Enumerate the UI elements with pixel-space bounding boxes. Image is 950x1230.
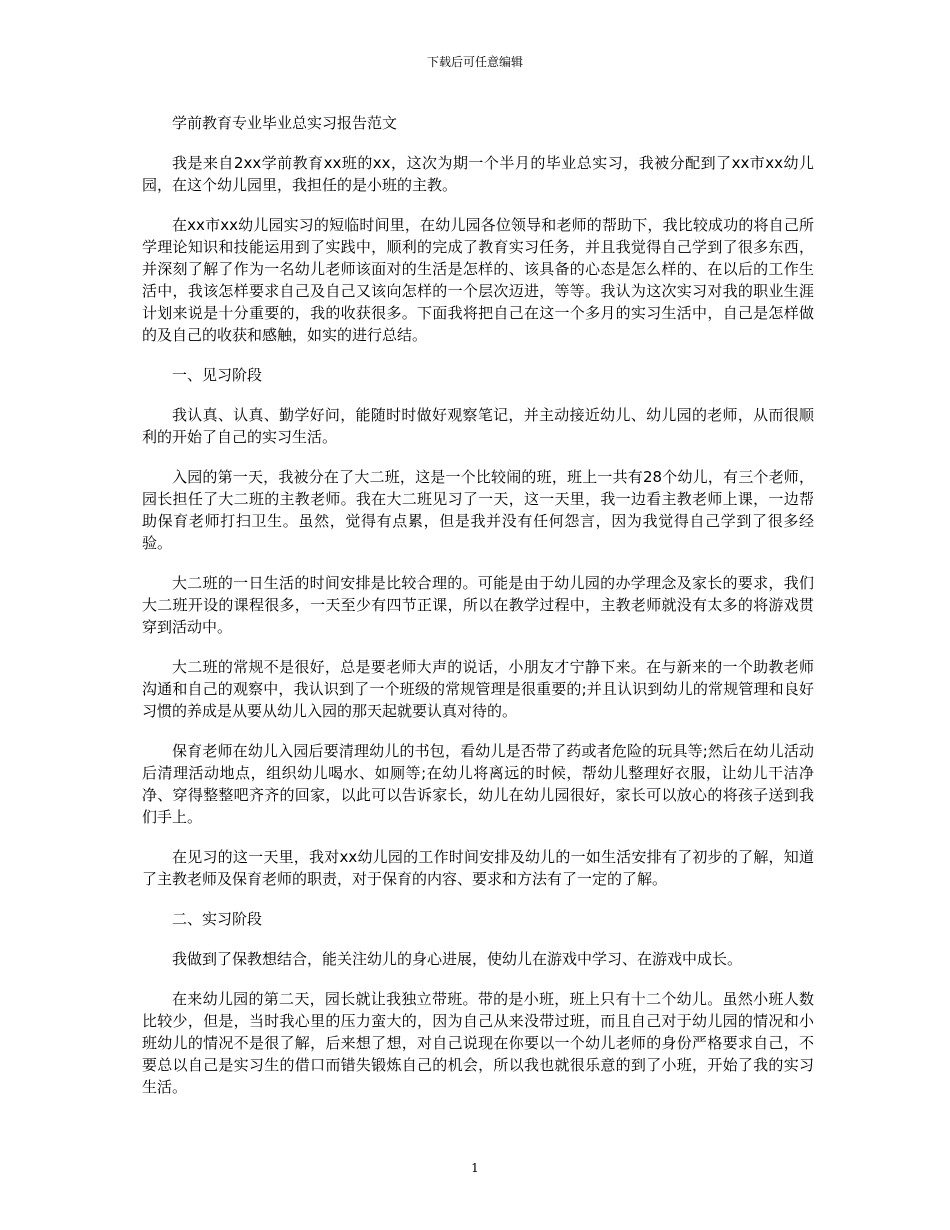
paragraph-observation-summary: 在见习的这一天里，我对xx幼儿园的工作时间安排及幼儿的一如生活安排有了初步的了解，知道了主教老师及保育老师的职责，对于保育的内容、要求和方法有了一定的了解。 [142, 848, 814, 888]
page-header: 下载后可任意编辑 [426, 55, 523, 69]
paragraph-intro: 我是来自2xx学前教育xx班的xx，这次为期一个半月的毕业总实习，我被分配到了xx市xx幼儿园，在这个幼儿园里，我担任的是小班的主教。 [142, 154, 814, 194]
paragraph-observation-attitude: 我认真、认真、勤学好问，能随时时做好观察笔记，并主动接近幼儿、幼儿园的老师，从而很顺利的开始了自己的实习生活。 [142, 406, 814, 446]
section-heading-observation: 一、见习阶段 [172, 366, 263, 384]
paragraph-overview: 在xx市xx幼儿园实习的短临时间里，在幼儿园各位领导和老师的帮助下，我比较成功的将自己所学理论知识和技能运用到了实践中，顺利的完成了教育实习任务，并且我觉得自己学到了很多东西，并深刻了解了作为一名幼儿老师该面对的生活是怎样的、该具备的心态是怎么样的、在以后的工作生活中，我该怎样要求自己及自己又该向怎样的一个层次迈进，等等。我认为这次实习对我的职业生涯计划来说是十分重要的，我的收获很多。下面我将把自己在这一个多月的实习生活中，自己是怎样做的及自己的收获和感触，如实的进行总结。 [142, 216, 814, 344]
section-heading-practice: 二、实习阶段 [172, 910, 263, 928]
paragraph-care-teacher: 保育老师在幼儿入园后要清理幼儿的书包，看幼儿是否带了药或者危险的玩具等;然后在幼儿活动后清理活动地点，组织幼儿喝水、如厕等;在幼儿将离远的时候，帮幼儿整理好衣服，让幼儿干洁净净、穿得整整吧齐齐的回家，以此可以告诉家长，幼儿在幼儿园很好，家长可以放心的将孩子送到我们手上。 [142, 742, 814, 826]
paragraph-routine: 大二班的常规不是很好，总是要老师大声的说话，小朋友才宁静下来。在与新来的一个助教老师沟通和自己的观察中，我认识到了一个班级的常规管理是很重要的;并且认识到幼儿的常规管理和良好习惯的养成是从要从幼儿入园的那天起就要认真对待的。 [142, 658, 814, 720]
paragraph-schedule: 大二班的一日生活的时间安排是比较合理的。可能是由于幼儿园的办学理念及家长的要求，我们大二班开设的课程很多，一天至少有四节正课，所以在教学过程中，主教老师就没有太多的将游戏贯穿到活动中。 [142, 574, 814, 636]
paragraph-independent-class: 在来幼儿园的第二天，园长就让我独立带班。带的是小班，班上只有十二个幼儿。虽然小班人数比较少，但是，当时我心里的压力蛮大的，因为自己从来没带过班，而且自己对于幼儿园的情况和小班幼儿的情况不是很了解，后来想了想，对自己说现在你要以一个幼儿老师的身份严格要求自己，不要总以自己是实习生的借口而错失锻炼自己的机会，所以我也就很乐意的到了小班，开始了我的实习生活。 [142, 990, 814, 1096]
paragraph-practice-principle: 我做到了保教想结合，能关注幼儿的身心进展，使幼儿在游戏中学习、在游戏中成长。 [172, 950, 743, 968]
page-number: 1 [471, 1161, 479, 1175]
document-title: 学前教育专业毕业总实习报告范文 [172, 114, 398, 132]
paragraph-first-day: 入园的第一天，我被分在了大二班，这是一个比较闹的班，班上一共有28个幼儿，有三个老师，园长担任了大二班的主教老师。我在大二班见习了一天，这一天里，我一边看主教老师上课，一边帮助保育老师打扫卫生。虽然，觉得有点累，但是我并没有任何怨言，因为我觉得自己学到了很多经验。 [142, 468, 814, 552]
document-body [142, 112, 814, 1116]
